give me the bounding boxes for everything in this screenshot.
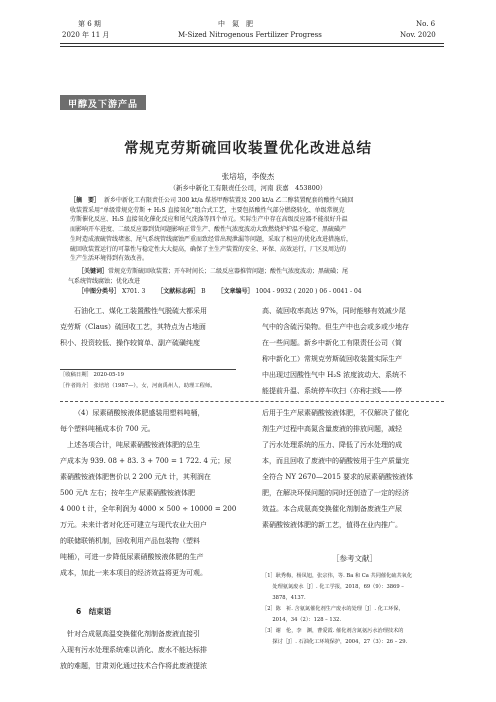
abstract-line: 生产生活环境得到有效改善。 — [70, 255, 149, 263]
paragraph-line: （4）尿素硝酸铵液体肥盛装用塑料吨桶， — [74, 409, 205, 417]
body-left-end — [60, 626, 242, 674]
paragraph-line: 了污水处理系统的压力、降低了污水处理的成 — [262, 441, 402, 449]
keywords — [68, 267, 438, 286]
paragraph-line: 中出现过因酸性气中 H₂S 浓度波动大、系统不 — [262, 371, 407, 379]
reference-line: ［2］陈 祈. 含氨氮催化剂生产废水的处理［J］. 化工环保， — [262, 606, 404, 612]
header-rule-thin — [60, 46, 444, 47]
reference-line: ［1］耿秀梅，杨凤旭，张宗伟，等. Ba 和 Ca 共同催化硫共氧化 — [262, 573, 413, 579]
paragraph-line: 500 元/t 左右；按年生产尿素硝酸铵液体肥 — [60, 489, 195, 497]
section-banner-label: 甲醇及下游产品 — [68, 100, 139, 110]
body-right-top — [262, 303, 446, 399]
keywords-line: 气系统管线腐蚀；优化改进 — [68, 277, 141, 285]
article-title: 常规克劳斯硫回收装置优化改进总结 — [124, 141, 372, 157]
header-rule — [60, 43, 444, 44]
issue-number: 第 6 期 — [78, 20, 101, 28]
doc-code-value: B — [201, 288, 206, 295]
paragraph-line: 石油化工、煤化工装置酸性气脱硫大都采用 — [74, 307, 207, 315]
paragraph-line: 称中新化工）常规克劳斯硫回收装置实际生产 — [262, 355, 402, 363]
section-divider — [60, 401, 444, 402]
abstract-line: 收装置采用“单级常规克劳斯 + H₂S 直接氧化”组合式工艺，主要包括酸性气部分燃烧转化、单级常规克 — [70, 206, 345, 214]
journal-title-en: M-Sized Nitrogenous Fertilizer Progress — [178, 31, 322, 39]
paragraph-line: 万元。未来计者对化还可建立与现代农业大田户 — [60, 521, 207, 529]
paragraph-line: 气中的含硫污染物。但生产中也会或多或少地存 — [262, 323, 409, 331]
classification-line — [78, 287, 438, 297]
article-number-label: ［文章编号］ — [217, 288, 254, 295]
abstract-line: 而影响开车进度、二级反应器到货问题影响正常生产、酸性气浓度波动大致燃烧炉炉温不稳定、黑硫磺产 — [70, 226, 347, 234]
paragraph-line: 本，而且回收了废液中的硝酸铵用于生产质量完 — [262, 457, 409, 465]
paragraph-line: 全符合 NY 2670—2015 要求的尿素硝酸铵液体 — [262, 473, 414, 481]
abstract-label: ［摘 要］ — [70, 197, 101, 204]
paragraph-line: 后用于生产尿素硝酸铵液体肥，不仅解决了催化 — [262, 409, 409, 417]
reference-line: ［3］谢 伦，李 渊，曹爱霞. 催化剂含氮氨污水治理技术的 — [262, 628, 404, 634]
paragraph-line: 素硝酸铵液体肥售价以 2 200 元/t 计，其利润在 — [60, 473, 211, 481]
paragraph-line: 积小、投资较低、操作较简单、副产硫磺纯度 — [60, 339, 200, 347]
paragraph-line: 成本，加此一来本项目的经济效益将更为可观。 — [60, 569, 207, 577]
keywords-line: 常规克劳斯硫回收装置；开车时间长；二级反应器推管问题；酸性气浓度波动；黑硫磺；尾 — [108, 268, 349, 275]
paragraph-line: 针对合成氨高温变换催化剂制备废液直接引 — [60, 630, 200, 638]
journal-title-cn: 中 氮 肥 — [218, 20, 253, 28]
clc-value: X701. 3 — [121, 288, 146, 295]
paragraph-line: 产成本为 939. 08 + 83. 3 + 700 = 1 722. 4 元；尿 — [60, 457, 232, 465]
paragraph-line: 素硝酸铵液体肥的新工艺，值得在业内推广。 — [262, 521, 402, 529]
references-list — [262, 571, 446, 648]
section-banner — [60, 95, 146, 110]
affiliation: （新乡中新化工有限责任公司，河南 获嘉 453800） — [169, 184, 327, 192]
issue-date-en: Nov. 2020 — [400, 31, 436, 39]
paragraph-line: 每个塑料吨桶成本价 700 元。 — [60, 425, 155, 433]
reference-line: 处理氨氮废水［J］. 化工学报，2018，69（9）：3869 – — [262, 584, 404, 590]
paragraph-line: 能提前升温、系统停车吹扫（亦称扫线——停 — [262, 387, 402, 395]
abstract-line: 新乡中新化工有限责任公司 300 kt/a 煤基甲醇装置及 200 kt/a 乙二醇装置配套的酸性气硫回 — [104, 197, 354, 204]
paragraph-line: 上述各项合计，吨尿素硝酸铵液体肥的总生 — [60, 441, 200, 449]
body-left-bottom — [60, 405, 242, 581]
reference-line: 2014，34（2）：128 – 132. — [262, 617, 341, 623]
authors: 张培培，李俊杰 — [221, 172, 275, 181]
section-heading: 6 结束语 — [76, 607, 112, 616]
paragraph-line: 克劳斯（Claus）硫回收工艺，其特点为占地面 — [60, 323, 206, 331]
doc-code-label: ［文献标志码］ — [157, 288, 200, 295]
references-heading: ［参考文献］ — [332, 554, 377, 563]
paragraph-line: 效益。本合成氨高变换催化剂制备废液生产尿 — [262, 505, 402, 513]
paragraph-line: 在一些问题。新乡中新化工有限责任公司（简 — [262, 339, 402, 347]
paragraph-line: 剂生产过程中高氮含量废液的排放问题，减轻 — [262, 425, 402, 433]
body-right-bottom — [262, 405, 446, 533]
article-number-value: 1004 - 9932 ( 2020 ) 06 - 0041 - 04 — [255, 288, 362, 295]
paragraph-line: 吨桶），可进一步降低尿素硝酸铵液体肥的生产 — [60, 553, 204, 561]
footnote — [60, 369, 236, 392]
paragraph-line: 的联储联销机制，回收利用产品包装物（塑料 — [60, 537, 200, 545]
author-bio: ［作者简介］ 张培培（1987—），女，河南禹州人，助理工程师。 — [60, 383, 216, 389]
paragraph-line: 高、硫回收率高达 97%，同时能够有效减少尾 — [262, 307, 406, 315]
abstract-line: 生时造成液硫管线堵塞、尾气系统管线腐蚀严重而致经常出现泄漏等问题，采取了相应的优化改进措施后， — [70, 235, 353, 243]
paragraph-line: 入现有污水处理系统难以消化、废水不能达标排 — [60, 646, 207, 654]
reference-line: 探讨［J］. 石油化工环境保护，2004，27（3）：26 – 29. — [262, 639, 408, 645]
received-date: ［收稿日期］ 2020-05-19 — [60, 372, 125, 378]
keywords-label: ［关键词］ — [78, 268, 109, 275]
reference-line: 3878，4137. — [262, 595, 306, 601]
clc-label: ［中图分类号］ — [78, 288, 121, 295]
issue-number-en: No. 6 — [416, 20, 436, 28]
paragraph-line: 4 000 t 计，全年利润为 4000 × 500 ÷ 10000 = 200 — [60, 505, 237, 513]
paragraph-line: 放的难题，甘肃刘化通过技术合作将此废液提浓 — [60, 662, 207, 670]
abstract-line: 硫回收装置运行的可靠性与稳定性大大提高，确保了主生产装置的安全、环保、高效运行，厂区及周边的 — [70, 245, 347, 253]
issue-date: 2020 年 11 月 — [62, 31, 110, 39]
abstract-line: 劳斯催化反应、H₂S 直接氧化催化反应和尾气洗涤等四个单元。实际生产中存在高级反应器不能很好升温 — [70, 216, 348, 224]
abstract — [70, 196, 436, 264]
paragraph-line: 肥，在解决环保问题的同时还创造了一定的经济 — [262, 489, 409, 497]
body-left-top — [60, 303, 240, 351]
